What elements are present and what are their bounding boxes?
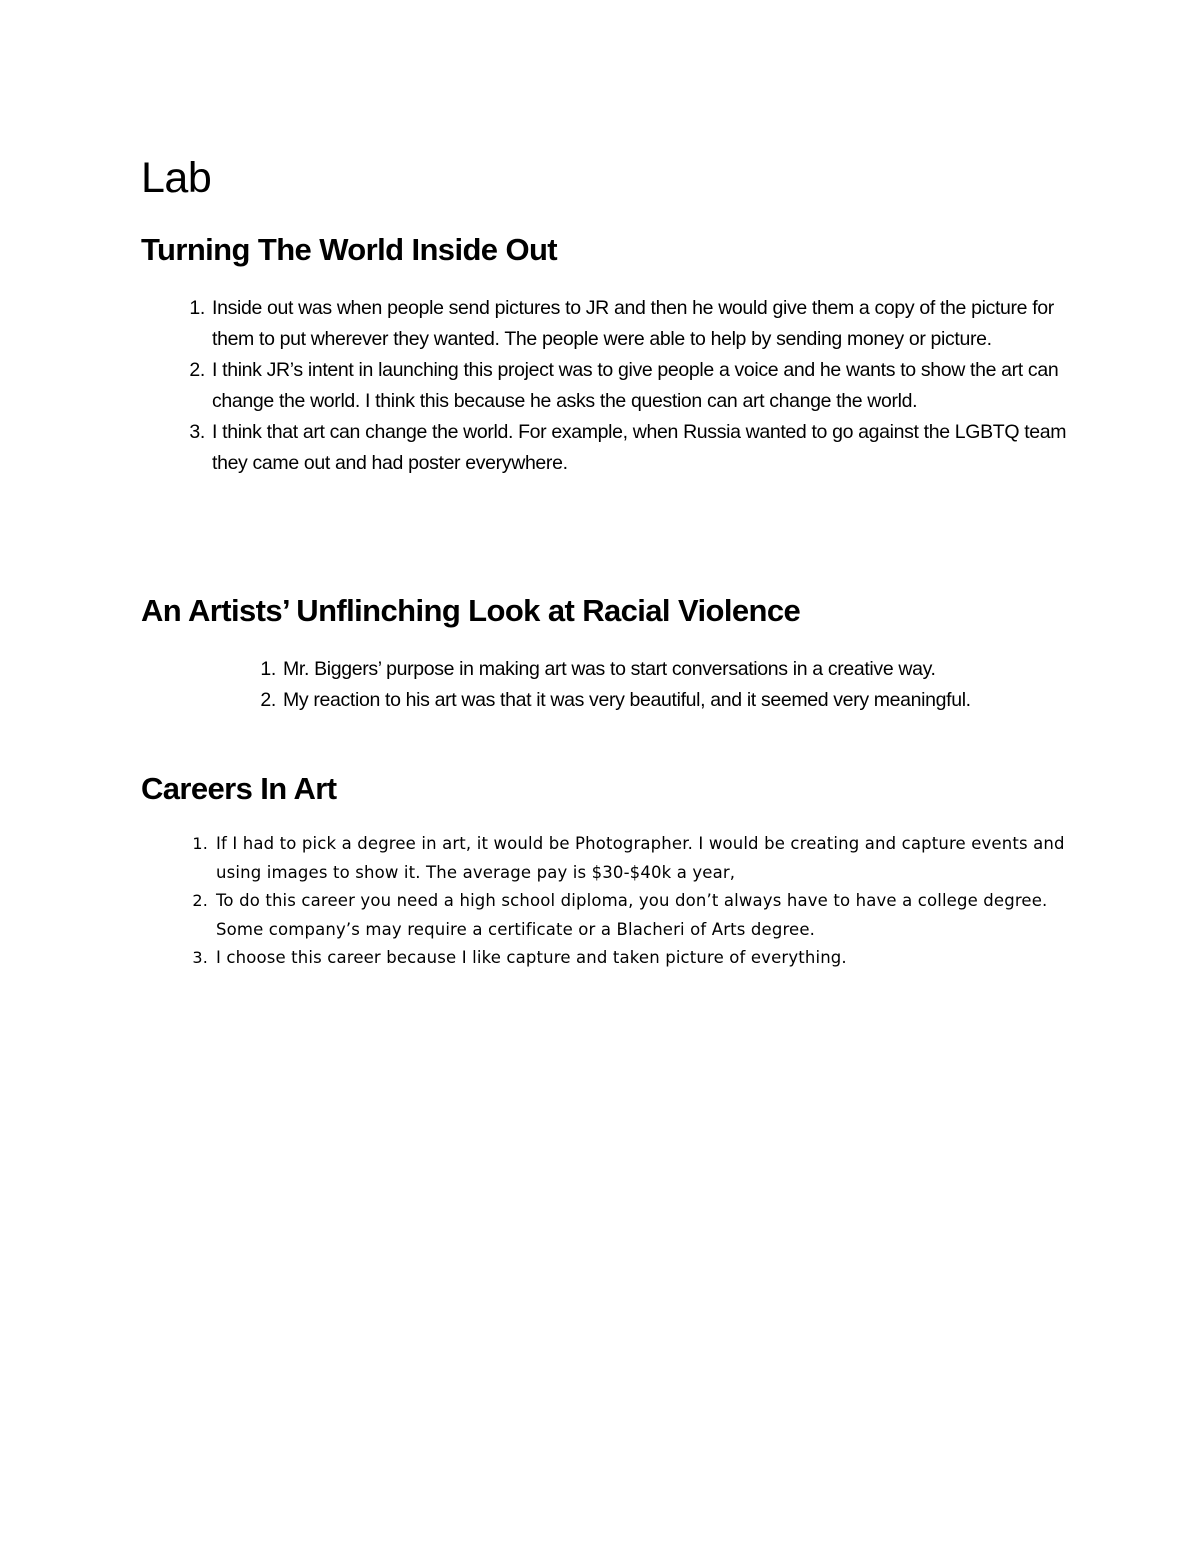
list-item bbox=[260, 654, 1083, 685]
list-number: 1. bbox=[260, 658, 276, 680]
section-heading-racial-violence: An Artists’ Unflinching Look at Racial Violence bbox=[141, 593, 801, 628]
list-number: 1. bbox=[189, 297, 205, 319]
list-item-text: I choose this career because I like capture and taken picture of everything. bbox=[216, 948, 847, 967]
section-list-turning-world bbox=[189, 293, 1082, 479]
document-title: Lab bbox=[141, 154, 212, 202]
list-item-text: I think that art can change the world. For example, when Russia wanted to go against the LGBTQ team they came out and had poster everywhere. bbox=[212, 421, 1067, 474]
list-item bbox=[189, 417, 1082, 479]
section-heading-careers: Careers In Art bbox=[141, 771, 337, 806]
list-number: 2. bbox=[189, 359, 205, 381]
list-number: 2. bbox=[192, 891, 208, 910]
section-list-careers bbox=[192, 830, 1076, 973]
list-item bbox=[192, 887, 1076, 944]
list-item bbox=[189, 355, 1082, 417]
list-number: 1. bbox=[192, 834, 208, 853]
section-heading-turning-world: Turning The World Inside Out bbox=[141, 232, 558, 267]
list-item-text: To do this career you need a high school diploma, you don’t always have to have a college degree. Some company’s may require a certificate or a Blacheri of Arts degree. bbox=[216, 891, 1048, 939]
list-item-text: If I had to pick a degree in art, it would be Photographer. I would be creating and capture events and using images to show it. The average pay is $30-$40k a year, bbox=[216, 834, 1065, 882]
list-item-text: My reaction to his art was that it was very beautiful, and it seemed very meaningful. bbox=[283, 689, 971, 711]
list-item-text: Mr. Biggers’ purpose in making art was to start conversations in a creative way. bbox=[283, 658, 936, 680]
list-item bbox=[260, 685, 1083, 716]
section-list-racial-violence bbox=[260, 654, 1083, 716]
list-item-text: I think JR’s intent in launching this project was to give people a voice and he wants to show the art can change the world. I think this because he asks the question can art change the world. bbox=[212, 359, 1059, 412]
list-number: 2. bbox=[260, 689, 276, 711]
list-item bbox=[192, 830, 1076, 887]
list-item bbox=[189, 293, 1082, 355]
list-number: 3. bbox=[189, 421, 205, 443]
list-item-text: Inside out was when people send pictures to JR and then he would give them a copy of the picture for them to put wherever they wanted. The people were able to help by sending money or picture. bbox=[212, 297, 1054, 350]
list-number: 3. bbox=[192, 948, 208, 967]
list-item bbox=[192, 944, 1076, 973]
